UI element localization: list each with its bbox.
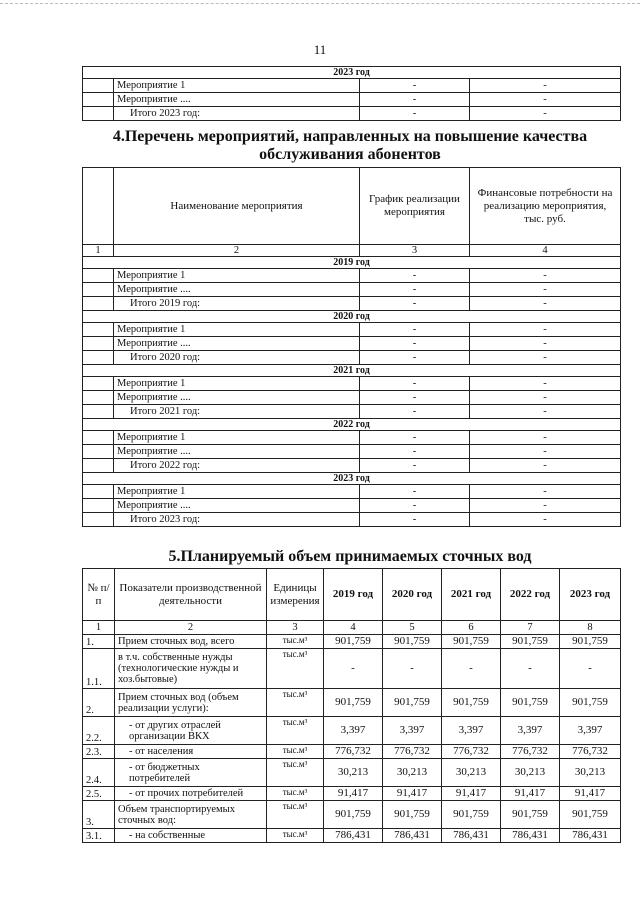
empty-cell (83, 405, 114, 419)
header-year: 2023 год (560, 569, 621, 621)
table-row (83, 513, 621, 527)
finance-cell: - (470, 351, 621, 365)
indicator-name: в т.ч. собственные нужды (технологические нужды и хоз.бытовые) (115, 649, 267, 689)
schedule-cell: - (360, 459, 470, 473)
table-row (83, 499, 621, 513)
schedule-cell: - (360, 431, 470, 445)
value-cell: - (383, 649, 442, 689)
value-cell: 901,759 (324, 689, 383, 717)
schedule-cell: - (360, 283, 470, 297)
col-number: 1 (83, 621, 115, 635)
table-row (83, 323, 621, 337)
empty-cell (83, 297, 114, 311)
value-cell: 30,213 (324, 759, 383, 787)
table-row (83, 269, 621, 283)
value-cell: 901,759 (501, 635, 560, 649)
header-schedule: График реализации мероприятия (360, 168, 470, 245)
value-cell: - (442, 649, 501, 689)
schedule-cell: - (360, 513, 470, 527)
year-row (83, 365, 621, 377)
indicator-name: - от других отраслей организации ВКХ (115, 717, 267, 745)
row-number: 3.1. (83, 829, 115, 843)
value-cell: 3,397 (442, 717, 501, 745)
value-cell: 776,732 (560, 745, 621, 759)
finance-cell: - (470, 485, 621, 499)
unit-cell: тыс.м³ (267, 649, 324, 689)
header-row (83, 569, 621, 621)
value-cell: 901,759 (560, 635, 621, 649)
year-label: 2020 год (83, 311, 621, 323)
year-row (83, 311, 621, 323)
table-row (83, 445, 621, 459)
header-year: 2022 год (501, 569, 560, 621)
unit-cell: тыс.м³ (267, 829, 324, 843)
value-cell: 91,417 (560, 787, 621, 801)
table-row (83, 405, 621, 419)
col-number: 2 (115, 621, 267, 635)
finance-cell: - (470, 283, 621, 297)
value-cell: 3,397 (324, 717, 383, 745)
finance-cell: - (470, 79, 621, 93)
value-cell: 786,431 (442, 829, 501, 843)
total-label: Итого 2023 год: (114, 513, 360, 527)
value-cell: 786,431 (324, 829, 383, 843)
indicator-name: - от населения (115, 745, 267, 759)
activity-name: Мероприятие 1 (114, 431, 360, 445)
table-row (83, 351, 621, 365)
schedule-cell: - (360, 499, 470, 513)
section4-title-line1: 4.Перечень мероприятий, направленных на повышение качества (112, 128, 588, 145)
header-year: 2019 год (324, 569, 383, 621)
col-number: 3 (267, 621, 324, 635)
col-number: 6 (442, 621, 501, 635)
table-row (83, 79, 621, 93)
finance-cell: - (470, 405, 621, 419)
total-label: Итого 2020 год: (114, 351, 360, 365)
section4-table (82, 167, 621, 527)
value-cell: - (324, 649, 383, 689)
finance-cell: - (470, 323, 621, 337)
value-cell: 91,417 (324, 787, 383, 801)
total-label: Итого 2021 год: (114, 405, 360, 419)
header-row (83, 168, 621, 245)
year-label: 2023 год (83, 473, 621, 485)
scan-top-edge (0, 3, 640, 4)
total-label: Итого 2023 год: (114, 107, 360, 121)
unit-cell: тыс.м³ (267, 759, 324, 787)
total-label: Итого 2019 год: (114, 297, 360, 311)
section4-title-line2: обслуживания абонентов (259, 146, 441, 163)
schedule-cell: - (360, 107, 470, 121)
table-row (83, 283, 621, 297)
col-number: 2 (114, 245, 360, 257)
value-cell: 91,417 (501, 787, 560, 801)
schedule-cell: - (360, 391, 470, 405)
value-cell: 30,213 (383, 759, 442, 787)
value-cell: 3,397 (560, 717, 621, 745)
activity-name: Мероприятие .... (114, 499, 360, 513)
value-cell: 901,759 (501, 689, 560, 717)
year-label: 2022 год (83, 419, 621, 431)
section4-title (80, 128, 620, 164)
empty-cell (83, 513, 114, 527)
header-finance: Финансовые потребности на реализацию мероприятия, тыс. руб. (470, 168, 621, 245)
total-label: Итого 2022 год: (114, 459, 360, 473)
schedule-cell: - (360, 297, 470, 311)
table-row (83, 485, 621, 499)
value-cell: 776,732 (324, 745, 383, 759)
row-number: 2.2. (83, 717, 115, 745)
finance-cell: - (470, 269, 621, 283)
unit-cell: тыс.м³ (267, 717, 324, 745)
schedule-cell: - (360, 269, 470, 283)
value-cell: 786,431 (560, 829, 621, 843)
table-row (83, 391, 621, 405)
value-cell: 30,213 (560, 759, 621, 787)
header-year: 2021 год (442, 569, 501, 621)
value-cell: 91,417 (383, 787, 442, 801)
unit-cell: тыс.м³ (267, 635, 324, 649)
col-number: 3 (360, 245, 470, 257)
activity-name: Мероприятие .... (114, 445, 360, 459)
activity-name: Мероприятие .... (114, 93, 360, 107)
schedule-cell: - (360, 485, 470, 499)
value-cell: 901,759 (383, 689, 442, 717)
activity-name: Мероприятие 1 (114, 269, 360, 283)
table-row (83, 759, 621, 787)
year-label: 2019 год (83, 257, 621, 269)
value-cell: 786,431 (383, 829, 442, 843)
col-number: 5 (383, 621, 442, 635)
activity-name: Мероприятие 1 (114, 79, 360, 93)
value-cell: 901,759 (383, 635, 442, 649)
schedule-cell: - (360, 445, 470, 459)
table-row (83, 829, 621, 843)
year-row (83, 257, 621, 269)
row-number: 3. (83, 801, 115, 829)
table-row (83, 431, 621, 445)
indicator-name: - от бюджетных потребителей (115, 759, 267, 787)
empty-cell (83, 499, 114, 513)
schedule-cell: - (360, 377, 470, 391)
finance-cell: - (470, 377, 621, 391)
value-cell: 30,213 (501, 759, 560, 787)
empty-cell (83, 431, 114, 445)
activity-name: Мероприятие .... (114, 391, 360, 405)
indicator-name: Прием сточных вод, всего (115, 635, 267, 649)
value-cell: 3,397 (501, 717, 560, 745)
header-indicator: Показатели производственной деятельности (115, 569, 267, 621)
value-cell: 91,417 (442, 787, 501, 801)
indicator-name: Прием сточных вод (объем реализации услуги): (115, 689, 267, 717)
column-numbers-row (83, 245, 621, 257)
schedule-cell: - (360, 337, 470, 351)
value-cell: 901,759 (442, 689, 501, 717)
col-number: 4 (324, 621, 383, 635)
unit-cell: тыс.м³ (267, 787, 324, 801)
value-cell: 776,732 (442, 745, 501, 759)
header-num: № п/п (83, 569, 115, 621)
value-cell: 901,759 (501, 801, 560, 829)
table-row (83, 107, 621, 121)
table-row (83, 801, 621, 829)
year-label: 2021 год (83, 365, 621, 377)
finance-cell: - (470, 459, 621, 473)
value-cell: 786,431 (501, 829, 560, 843)
activity-name: Мероприятие 1 (114, 485, 360, 499)
value-cell: 901,759 (383, 801, 442, 829)
empty-cell (83, 459, 114, 473)
row-number: 2.3. (83, 745, 115, 759)
section5-table (82, 568, 621, 843)
finance-cell: - (470, 499, 621, 513)
value-cell: 901,759 (442, 635, 501, 649)
row-number: 2.4. (83, 759, 115, 787)
table-row (83, 377, 621, 391)
finance-cell: - (470, 445, 621, 459)
page-number: 11 (313, 42, 327, 57)
value-cell: 776,732 (501, 745, 560, 759)
row-number: 1.1. (83, 649, 115, 689)
schedule-cell: - (360, 351, 470, 365)
col-number: 1 (83, 245, 114, 257)
value-cell: - (560, 649, 621, 689)
empty-cell (83, 391, 114, 405)
finance-cell: - (470, 337, 621, 351)
empty-cell (83, 269, 114, 283)
value-cell: 901,759 (324, 635, 383, 649)
value-cell: - (501, 649, 560, 689)
finance-cell: - (470, 297, 621, 311)
table-row (83, 745, 621, 759)
empty-cell (83, 283, 114, 297)
value-cell: 901,759 (442, 801, 501, 829)
table-row (83, 337, 621, 351)
year-row (83, 67, 621, 79)
year-label: 2023 год (83, 67, 621, 79)
schedule-cell: - (360, 93, 470, 107)
table-row (83, 93, 621, 107)
activity-name: Мероприятие 1 (114, 377, 360, 391)
empty-cell (83, 485, 114, 499)
section5-title: 5.Планируемый объем принимаемых сточных вод (168, 548, 532, 565)
finance-cell: - (470, 513, 621, 527)
indicator-name: - на собственные (115, 829, 267, 843)
empty-cell (83, 377, 114, 391)
unit-cell: тыс.м³ (267, 745, 324, 759)
year-row (83, 419, 621, 431)
header-name: Наименование мероприятия (114, 168, 360, 245)
header-year: 2020 год (383, 569, 442, 621)
col-number: 8 (560, 621, 621, 635)
unit-cell: тыс.м³ (267, 801, 324, 829)
finance-cell: - (470, 391, 621, 405)
table-row (83, 649, 621, 689)
table-row (83, 297, 621, 311)
finance-cell: - (470, 93, 621, 107)
value-cell: 776,732 (383, 745, 442, 759)
empty-cell (83, 337, 114, 351)
table-row (83, 635, 621, 649)
finance-cell: - (470, 431, 621, 445)
table-row (83, 717, 621, 745)
schedule-cell: - (360, 405, 470, 419)
activity-name: Мероприятие .... (114, 337, 360, 351)
empty-cell (83, 445, 114, 459)
empty-cell (83, 351, 114, 365)
indicator-name: Объем транспортируемых сточных вод: (115, 801, 267, 829)
table-row (83, 689, 621, 717)
continuation-table (82, 66, 621, 121)
value-cell: 901,759 (560, 801, 621, 829)
empty-cell (83, 323, 114, 337)
unit-cell: тыс.м³ (267, 689, 324, 717)
row-number: 1. (83, 635, 115, 649)
value-cell: 30,213 (442, 759, 501, 787)
activity-name: Мероприятие 1 (114, 323, 360, 337)
table-row (83, 459, 621, 473)
column-numbers-row (83, 621, 621, 635)
row-number: 2. (83, 689, 115, 717)
value-cell: 3,397 (383, 717, 442, 745)
indicator-name: - от прочих потребителей (115, 787, 267, 801)
finance-cell: - (470, 107, 621, 121)
table-row (83, 787, 621, 801)
schedule-cell: - (360, 79, 470, 93)
value-cell: 901,759 (324, 801, 383, 829)
row-number: 2.5. (83, 787, 115, 801)
schedule-cell: - (360, 323, 470, 337)
header-unit: Единицы измерения (267, 569, 324, 621)
activity-name: Мероприятие .... (114, 283, 360, 297)
year-row (83, 473, 621, 485)
value-cell: 901,759 (560, 689, 621, 717)
col-number: 4 (470, 245, 621, 257)
col-number: 7 (501, 621, 560, 635)
